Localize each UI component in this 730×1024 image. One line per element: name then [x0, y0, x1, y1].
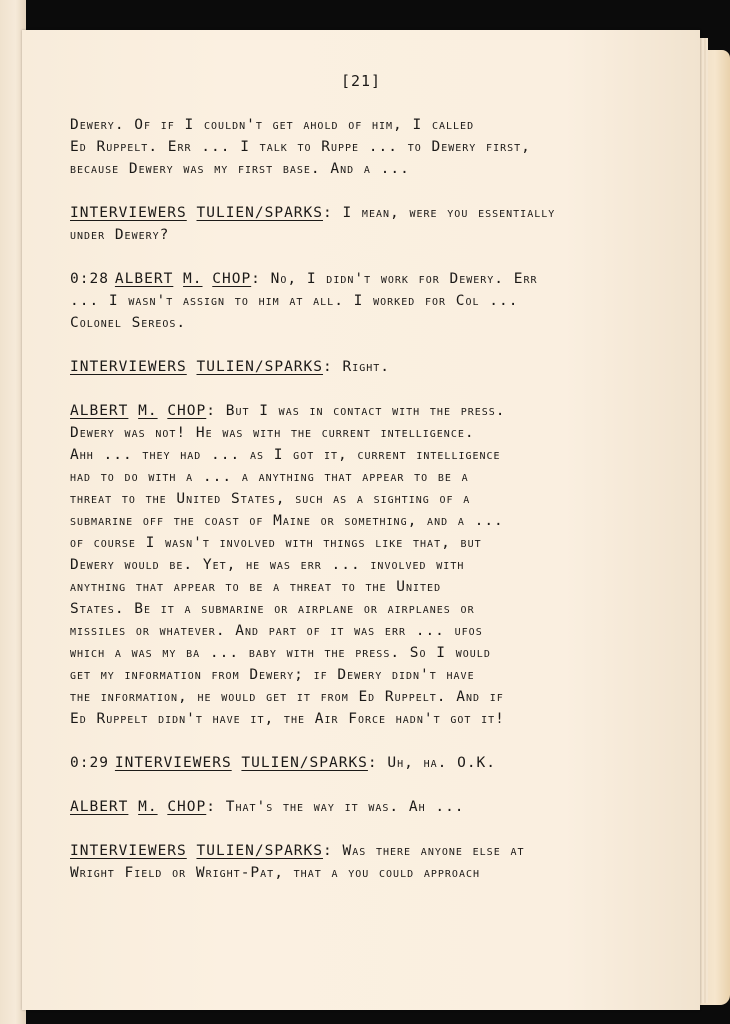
timestamp: 0:28	[70, 271, 109, 287]
line-text: Colonel Sereos.	[70, 315, 187, 331]
line-text: Dewery. Of if I couldn't get ahold of him, I called	[70, 117, 475, 133]
line-text: ... I wasn't assign to him at all. I worked for Col ...	[70, 293, 519, 309]
line-text: : But I was in contact with the press.	[206, 403, 506, 419]
transcript-paragraph	[70, 114, 590, 180]
line-text: : I mean, were you essentially	[323, 205, 556, 221]
timestamp: 0:29	[70, 755, 109, 771]
transcript-line	[70, 356, 590, 378]
speaker-name: CHOP	[167, 403, 207, 419]
transcript-paragraph	[70, 796, 590, 818]
transcript-line	[70, 202, 590, 224]
line-text: : Uh, ha. O.K.	[367, 755, 497, 771]
line-text: Ed Ruppelt didn't have it, the Air Force hadn't got it!	[70, 711, 505, 727]
speaker-name: ALBERT	[70, 799, 129, 815]
transcript-paragraph	[70, 400, 590, 730]
speaker-name: INTERVIEWERS	[70, 205, 187, 221]
line-text: Ahh ... they had ... as I got it, current intelligence	[70, 447, 501, 463]
transcript-line	[70, 400, 590, 422]
transcript-paragraph	[70, 202, 590, 246]
line-text: : Right.	[323, 359, 391, 375]
line-text: Dewery was not! He was with the current intelligence.	[70, 425, 475, 441]
line-text: submarine off the coast of Maine or something, and a ...	[70, 513, 504, 529]
transcript-line	[70, 862, 590, 884]
page-number: [21]	[340, 72, 382, 90]
transcript-line	[70, 752, 590, 774]
transcript-paragraph	[70, 268, 590, 334]
line-text: which a was my ba ... baby with the press. So I would	[70, 645, 491, 661]
line-text: Wright Field or Wright-Pat, that a you could approach	[70, 865, 481, 881]
transcript-paragraph	[70, 840, 590, 884]
transcript-line	[70, 488, 590, 510]
transcript-line	[70, 466, 590, 488]
transcript-line	[70, 598, 590, 620]
transcript-line	[70, 510, 590, 532]
transcript-paragraph	[70, 356, 590, 378]
line-text: : No, I didn't work for Dewery. Err	[251, 271, 538, 287]
speaker-name: INTERVIEWERS	[114, 755, 232, 771]
line-text: States. Be it a submarine or airplane or airplanes or	[70, 601, 475, 617]
transcript-line	[70, 620, 590, 642]
transcript-line	[70, 686, 590, 708]
transcript-line	[70, 796, 590, 818]
transcript-line	[70, 290, 590, 312]
transcript-line	[70, 136, 590, 158]
speaker-name: TULIEN/SPARKS	[196, 205, 323, 221]
speaker-name: CHOP	[212, 271, 252, 287]
line-text: the information, he would get it from Ed Ruppelt. And if	[70, 689, 504, 705]
speaker-name: TULIEN/SPARKS	[196, 359, 323, 375]
transcript-line	[70, 268, 590, 290]
speaker-name: TULIEN/SPARKS	[241, 755, 368, 771]
transcript-body	[70, 114, 590, 906]
transcript-paragraph	[70, 752, 590, 774]
transcript-line	[70, 444, 590, 466]
line-text: under Dewery?	[70, 227, 170, 243]
speaker-name: ALBERT	[114, 271, 174, 287]
line-text: because Dewery was my first base. And a ...	[70, 161, 410, 177]
transcript-line	[70, 708, 590, 730]
speaker-name: ALBERT	[70, 403, 129, 419]
line-text: Dewery would be. Yet, he was err ... involved with	[70, 557, 465, 573]
line-text: of course I wasn't involved with things like that, but	[70, 535, 482, 551]
transcript-line	[70, 158, 590, 180]
transcript-line	[70, 576, 590, 598]
line-text: had to do with a ... a anything that appear to be a	[70, 469, 469, 485]
transcript-line	[70, 114, 590, 136]
line-text: threat to the United States, such as a sighting of a	[70, 491, 471, 507]
speaker-name: CHOP	[167, 799, 207, 815]
transcript-line	[70, 642, 590, 664]
speaker-name: M.	[138, 403, 158, 419]
transcript-line	[70, 312, 590, 334]
speaker-name: INTERVIEWERS	[70, 359, 187, 375]
transcript-line	[70, 224, 590, 246]
line-text: missiles or whatever. And part of it was err ... ufos	[70, 623, 483, 639]
line-text: : That's the way it was. Ah ...	[206, 799, 465, 815]
transcript-line	[70, 422, 590, 444]
document-page	[22, 30, 700, 1010]
line-text: get my information from Dewery; if Dewery didn't have	[70, 667, 475, 683]
speaker-name: M.	[183, 271, 203, 287]
speaker-name: TULIEN/SPARKS	[196, 843, 323, 859]
transcript-line	[70, 840, 590, 862]
speaker-name: INTERVIEWERS	[70, 843, 187, 859]
transcript-line	[70, 554, 590, 576]
transcript-line	[70, 532, 590, 554]
transcript-line	[70, 664, 590, 686]
speaker-name: M.	[138, 799, 158, 815]
line-text: anything that appear to be a threat to the United	[70, 579, 442, 595]
line-text: Ed Ruppelt. Err ... I talk to Ruppe ... to Dewery first,	[70, 139, 531, 155]
line-text: : Was there anyone else at	[323, 843, 525, 859]
